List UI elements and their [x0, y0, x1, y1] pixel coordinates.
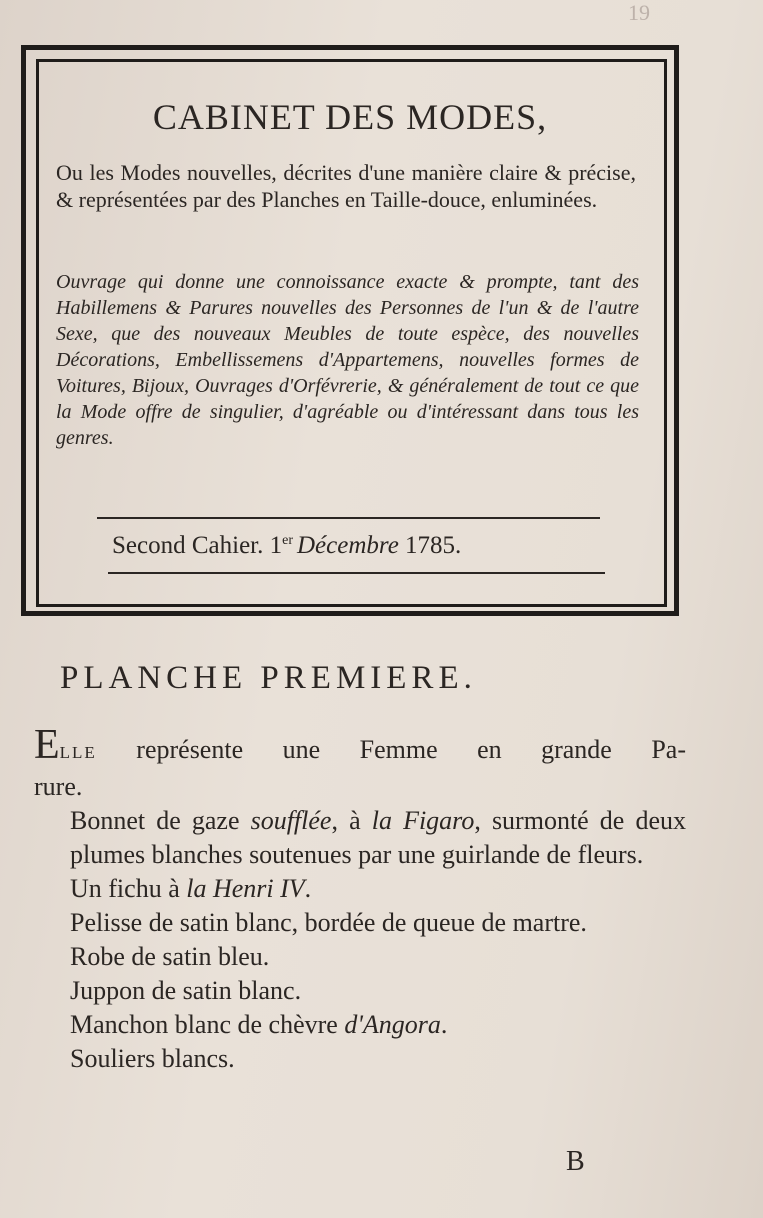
paragraph-3	[34, 872, 686, 906]
drop-cap: E	[34, 722, 60, 768]
paragraph-2	[34, 804, 686, 872]
paragraph-5: Robe de satin bleu.	[70, 942, 270, 971]
divider-rule-top	[97, 517, 600, 519]
p2-italic-2: la Figaro	[371, 806, 475, 835]
plate-heading: PLANCHE PREMIERE.	[60, 660, 477, 696]
issue-month: Décembre	[297, 532, 399, 559]
issue-superscript: er	[282, 533, 293, 548]
signature-mark: B	[566, 1146, 585, 1177]
divider-rule-bottom	[108, 572, 605, 574]
paragraph-4: Pelisse de satin blanc, bordée de queue de martre.	[70, 908, 587, 937]
p7-text-b: .	[440, 1010, 448, 1039]
journal-title: CABINET DES MODES,	[152, 97, 548, 137]
paragraph-6: Juppon de satin blanc.	[70, 976, 302, 1005]
p2-text-b: , à	[331, 806, 372, 835]
p3-text-b: .	[304, 874, 312, 903]
paragraph-1	[34, 722, 686, 770]
p2-text-a: Bonnet de gaze	[70, 806, 251, 835]
issue-year: 1785.	[405, 532, 462, 559]
plate-description	[34, 722, 686, 1076]
first-line-rest: représente une Femme en grande Pa-	[96, 735, 686, 764]
issue-line	[112, 532, 612, 560]
journal-subtitle: Ou les Modes nouvelles, décrites d'une manière claire & précise, & représentées par des Planches en Taille-douce, enluminées.	[56, 160, 636, 212]
p2-italic-1: soufflée	[250, 806, 332, 835]
p3-text-a: Un fichu à	[70, 874, 187, 903]
p7-text-a: Manchon blanc de chèvre	[70, 1010, 345, 1039]
page-number: 19	[628, 0, 650, 25]
paragraph-1-continuation: rure.	[34, 772, 83, 801]
p2-text-c: , surmonté de deux plumes blanches soutenues par une guirlande de fleurs.	[70, 806, 686, 869]
paragraph-7	[34, 1008, 686, 1042]
p7-italic: d'Angora	[344, 1010, 441, 1039]
paragraph-8: Souliers blancs.	[70, 1044, 235, 1073]
journal-description: Ouvrage qui donne une connoissance exacte & prompte, tant des Habillemens & Parures nouvelles des Personnes de l'un & de l'autre Sexe, que des nouveaux Meubles de toute espèce, des nouvelles Décorations, Embellissemens d'Appartemens, nouvelles formes de Voitures, Bijoux, Ouvrages d'Orfévrerie, & généralement de tout ce que la Mode offre de singulier, d'agréable ou d'intéressant dans tous les genres.	[56, 271, 639, 449]
p3-italic: la Henri IV	[186, 874, 305, 903]
first-word-caps: LLE	[59, 743, 97, 762]
issue-prefix: Second Cahier. 1	[112, 532, 283, 559]
